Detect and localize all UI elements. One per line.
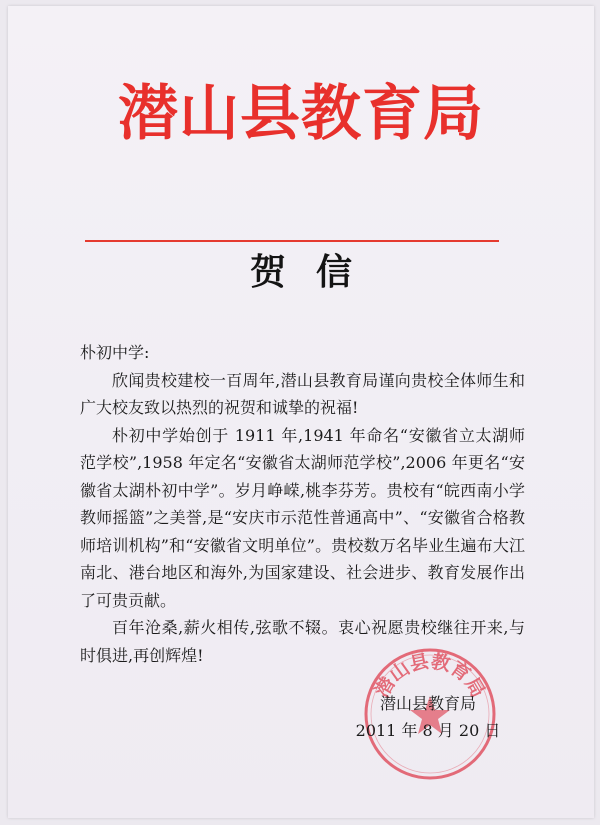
signatory-name: 潜山县教育局	[379, 694, 476, 713]
document-title: 贺信	[249, 251, 382, 293]
paragraph-2: 朴初中学始创于 1911 年,1941 年命名“安徽省立太湖师范学校”,1958 年定名“安徽省太湖师范学校”,2006 年更名“安徽省太湖朴初中学”。岁月峥嵘,桃李芬芳。贵校有“皖西南小学教师摇篮”之美誉,是“安庆市示范性普通高中”、“安徽省合格教师培训机构”和“安徽省文明单位”。贵校数万名毕业生遍布大江南北、港台地区和海外,为国家建设、社会进步、教育发展作出了可贵贡献。	[80, 425, 525, 610]
signature-block	[348, 690, 508, 744]
paragraph-1: 欣闻贵校建校一百周年,潜山县教育局谨向贵校全体师生和广大校友致以热烈的祝贺和诚挚的祝福!	[80, 370, 525, 417]
letter-date: 2011 年 8 月 20 日	[355, 721, 501, 740]
letterhead-org-name: 潜山县教育局	[118, 79, 484, 149]
red-divider-line	[85, 240, 499, 242]
salutation: 朴初中学:	[80, 343, 150, 362]
paragraph-3: 百年沧桑,薪火相传,弦歌不辍。衷心祝愿贵校继往开来,与时俱进,再创辉煌!	[80, 618, 525, 665]
letter-body	[80, 339, 525, 669]
letter-page	[8, 6, 594, 818]
seal-text: 潜山县教育局	[370, 650, 490, 702]
